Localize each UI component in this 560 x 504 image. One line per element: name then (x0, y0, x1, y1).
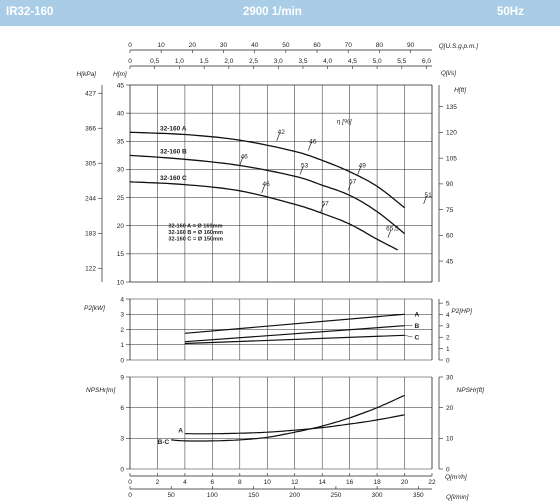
impeller-legend-line: 32-160 B = Ø 160mm (168, 229, 224, 236)
y-tick-label: 30 (116, 166, 124, 174)
bottom-axis-tick-label: 0 (128, 479, 132, 486)
kpa-tick-label: 183 (85, 230, 96, 238)
kpa-tick-label: 366 (85, 125, 96, 133)
top-axis-tick-label: 3,5 (298, 58, 308, 65)
speed-label: 2900 1/min (243, 6, 302, 18)
bottom-axis2-tick-label: 350 (412, 492, 424, 499)
bottom-axis2-tick-label: 300 (371, 492, 383, 499)
hp-tick-label: 5 (446, 300, 450, 308)
top-axis-tick-label: 5,5 (397, 58, 407, 65)
bottom-axis2-tick-label: 250 (330, 492, 342, 499)
efficiency-label: 57 (321, 200, 329, 208)
kpa-tick-label: 427 (85, 90, 96, 98)
bottom-axis2-tick-label: 100 (206, 492, 218, 499)
power-curve-label: A (414, 311, 420, 319)
top-axis-tick-label: 10 (157, 42, 165, 49)
bottom-axis2-tick-label: 0 (128, 492, 132, 499)
bottom-axis2-tick-label: 200 (289, 492, 301, 499)
npsh-axis-label: NPSHr[m] (86, 387, 116, 394)
frequency-label: 50Hz (497, 6, 524, 18)
hp-tick-label: 2 (446, 334, 450, 342)
y-tick-label: 3 (120, 311, 124, 319)
y-tick-label: 1 (120, 342, 124, 350)
bottom-axis-tick-label: 16 (346, 479, 354, 486)
top-axis-tick-label: 30 (219, 42, 228, 49)
hp-tick-label: 0 (446, 357, 450, 365)
y-tick-label: 9 (120, 374, 124, 382)
top-axis-tick-label: 1,0 (174, 58, 184, 65)
bottom-axis-tick-label: 12 (291, 479, 299, 486)
y-axis-label: H[m] (113, 71, 127, 78)
top-axis-tick-label: 4,5 (347, 58, 357, 65)
y-tick-label: 20 (116, 223, 124, 231)
y-tick-label: 3 (120, 435, 124, 443)
top-axis-tick-label: 6,0 (421, 58, 432, 65)
head-curve-label: 32-160 A (160, 125, 187, 133)
y-tick-label: 35 (116, 138, 124, 146)
y-tick-label: 25 (116, 194, 124, 202)
power-axis-label: P2[kW] (84, 305, 105, 312)
y-tick-label: 4 (120, 296, 124, 304)
top-axis-tick-label: 0 (128, 58, 132, 65)
bottom-axis-tick-label: 20 (400, 479, 409, 486)
y-tick-label: 0 (120, 357, 124, 365)
top-axis-tick-label: 60 (313, 42, 321, 49)
y-tick-label: 0 (120, 466, 124, 474)
y-tick-label: 2 (120, 326, 124, 334)
efficiency-label: 46 (262, 181, 270, 189)
hp-tick-label: 1 (446, 345, 450, 353)
npsh-ft-tick-label: 30 (446, 374, 454, 382)
head-curve-label: 32-160 C (160, 174, 187, 182)
hp-tick-label: 3 (446, 323, 450, 331)
power-curve-label: C (414, 334, 420, 342)
bottom-axis-tick-label: 4 (183, 479, 187, 486)
npsh-curve-label: A (178, 427, 183, 435)
ft-tick-label: 75 (446, 206, 454, 214)
impeller-legend-line: 32-160 A = Ø 169mm (168, 223, 223, 230)
ft-tick-label: 120 (446, 129, 457, 137)
top-axis-tick-label: 3,0 (273, 58, 283, 65)
power-curve-label: B (414, 322, 420, 330)
ft-axis-label: H[ft] (454, 87, 466, 94)
efficiency-label: 53 (300, 162, 309, 170)
hp-axis-label: P2[HP] (451, 308, 472, 315)
efficiency-label: 46 (240, 153, 248, 161)
efficiency-label: 46 (309, 138, 317, 146)
top-axis-tick-label: 90 (406, 42, 415, 49)
y-tick-label: 15 (116, 251, 124, 259)
bottom-axis-label-lmin: Q[l/min] (446, 494, 469, 501)
efficiency-label: 65,5 (386, 225, 399, 233)
kpa-axis-label: H[kPa] (76, 71, 96, 78)
top-axis-tick-label: 0 (128, 42, 132, 49)
power-label-leader (405, 335, 413, 337)
y-tick-label: 10 (116, 279, 124, 287)
top-axis-tick-label: 70 (344, 42, 352, 49)
top-axis-tick-label: 2,0 (224, 58, 234, 65)
bottom-axis-tick-label: 8 (238, 479, 242, 486)
y-tick-label: 45 (116, 82, 124, 90)
ft-tick-label: 135 (446, 103, 457, 111)
npsh-curve-label: B-C (157, 438, 170, 446)
top-axis-label-ls: Q[l/s] (440, 70, 456, 77)
y-tick-label: 40 (116, 110, 124, 118)
top-axis-tick-label: 20 (188, 42, 196, 49)
top-axis-tick-label: 50 (282, 42, 290, 49)
kpa-tick-label: 305 (85, 160, 96, 168)
ft-tick-label: 90 (446, 181, 454, 189)
impeller-legend-line: 32-160 C = Ø 150mm (168, 236, 224, 243)
npsh-ft-axis-label: NPSHr[ft] (456, 387, 484, 394)
hp-tick-label: 4 (446, 311, 450, 319)
bottom-axis-tick-label: 10 (263, 479, 271, 486)
bottom-axis-tick-label: 22 (428, 479, 436, 486)
ft-tick-label: 105 (446, 155, 457, 163)
kpa-tick-label: 122 (85, 265, 96, 273)
model-label: IR32-160 (6, 6, 54, 18)
bottom-axis2-tick-label: 150 (248, 492, 259, 499)
bottom-axis2-tick-label: 50 (167, 492, 175, 499)
efficiency-label: 51 (424, 191, 432, 199)
efficiency-label: 42 (277, 128, 285, 136)
head-curve-label: 32-160 B (160, 148, 187, 156)
ft-tick-label: 60 (446, 232, 454, 240)
top-axis-tick-label: 4,0 (323, 58, 333, 65)
bottom-axis-tick-label: 18 (373, 479, 381, 486)
bottom-axis-label-m3h: Q[m³/h] (445, 474, 467, 481)
bottom-axis-tick-label: 14 (318, 479, 326, 486)
bottom-axis-tick-label: 2 (155, 479, 160, 486)
kpa-tick-label: 244 (85, 195, 96, 203)
npsh-ft-tick-label: 0 (446, 466, 450, 474)
top-axis-tick-label: 0,5 (150, 58, 160, 65)
efficiency-label: 57 (349, 178, 357, 186)
efficiency-label: 49 (358, 162, 366, 170)
y-tick-label: 6 (120, 404, 124, 412)
bottom-axis-tick-label: 6 (210, 479, 215, 486)
ft-tick-label: 45 (446, 258, 454, 266)
efficiency-axis-label: η [%] (336, 118, 352, 126)
npsh-ft-tick-label: 20 (446, 404, 454, 412)
top-axis-label-gpm: Q[U.S.g.p.m.] (438, 43, 478, 50)
top-axis-tick-label: 2,5 (249, 58, 259, 65)
npsh-ft-tick-label: 10 (446, 435, 454, 443)
top-axis-tick-label: 1,5 (199, 58, 209, 65)
top-axis-tick-label: 40 (251, 42, 259, 49)
top-axis-tick-label: 80 (375, 42, 384, 49)
top-axis-tick-label: 5,0 (372, 58, 382, 65)
